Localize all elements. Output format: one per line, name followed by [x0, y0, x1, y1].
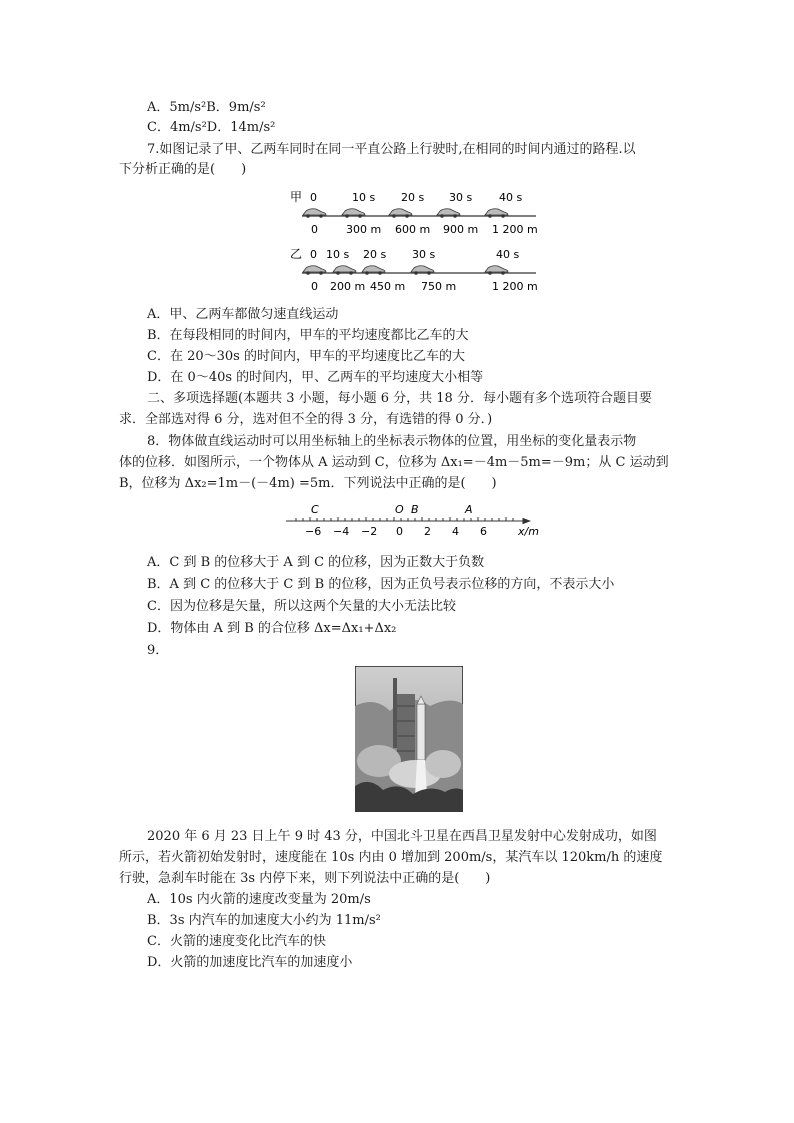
jia-time-40: 40 s — [499, 191, 523, 204]
jia-time-20: 20 s — [401, 191, 425, 204]
q8-option-c: C．因为位移是矢量，所以这两个矢量的大小无法比较 — [147, 599, 456, 614]
yi-dist-0: 0 — [311, 280, 318, 293]
q9-number: 9． — [147, 643, 169, 658]
rocket-launch-photo — [355, 666, 463, 812]
q8-option-a: A．C 到 B 的位移大于 A 到 C 的位移，因为正数大于负数 — [147, 555, 485, 570]
q9-stem-line1: 2020 年 6 月 23 日上午 9 时 43 分，中国北斗卫星在西昌卫星发射中心发射成功，如图 — [147, 829, 657, 844]
tick-label-2: 2 — [424, 525, 431, 538]
q9-option-b: B．3s 内汽车的加速度大小约为 11m/s² — [147, 913, 381, 928]
jia-dist-1200: 1 200 m — [492, 223, 538, 236]
point-label-a: A — [465, 503, 473, 516]
yi-dist-1200: 1 200 m — [492, 280, 538, 293]
yi-dist-450: 450 m — [370, 280, 406, 293]
yi-label: 乙 — [290, 247, 303, 261]
tick-label-neg2: −2 — [361, 525, 378, 538]
q8-option-b: B．A 到 C 的位移大于 C 到 B 的位移，因为正负号表示位移的方向，不表示大小 — [147, 577, 615, 592]
tick-label-neg6: −6 — [305, 525, 322, 538]
q6-option-a: A．5m/s²B．9m/s² — [147, 100, 266, 115]
jia-dist-600: 600 m — [395, 223, 431, 236]
q9-stem-line2: 所示，若火箭初始发射时，速度能在 10s 内由 0 增加到 200m/s，某汽车以 120km/h 的速度 — [119, 850, 663, 865]
q7-stem-line2: 下分析正确的是( ) — [119, 162, 247, 177]
q7-option-b: B．在每段相同的时间内，甲车的平均速度都比乙车的大 — [147, 328, 469, 343]
yi-time-40: 40 s — [496, 248, 520, 261]
q7-option-a: A．甲、乙两车都做匀速直线运动 — [147, 307, 339, 322]
axis-unit-label: x/m — [518, 525, 539, 538]
jia-time-30: 30 s — [449, 191, 473, 204]
yi-time-10: 10 s — [326, 248, 350, 261]
yi-dist-750: 750 m — [421, 280, 457, 293]
q8-stem-line2: 体的位移．如图所示，一个物体从 A 运动到 C，位移为 Δx₁=－4m－5m=－9m；从 C 运动到 — [119, 455, 669, 470]
point-label-o: O — [395, 503, 404, 516]
jia-dist-900: 900 m — [443, 223, 479, 236]
q8-number-line — [282, 500, 544, 542]
q9-option-a: A．10s 内火箭的速度改变量为 20m/s — [147, 892, 371, 907]
tick-label-0: 0 — [396, 525, 403, 538]
q8-stem-line3: B，位移为 Δx₂=1m－(－4m) =5m．下列说法中正确的是( ) — [119, 476, 497, 491]
jia-time-10: 10 s — [352, 191, 376, 204]
axis-ticks — [296, 517, 513, 521]
q7-car-figure — [284, 182, 542, 298]
tick-label-4: 4 — [452, 525, 459, 538]
jia-label: 甲 — [290, 190, 303, 204]
q8-option-d: D．物体由 A 到 B 的合位移 Δx=Δx₁+Δx₂ — [147, 621, 397, 636]
jia-dist-0: 0 — [311, 223, 318, 236]
yi-time-20: 20 s — [363, 248, 387, 261]
yi-dist-200: 200 m — [330, 280, 366, 293]
q9-stem-line3: 行驶，急刹车时能在 3s 内停下来，则下列说法中正确的是( ) — [119, 871, 491, 886]
q8-stem-line1: 8．物体做直线运动时可以用坐标轴上的坐标表示物体的位置，用坐标的变化量表示物 — [147, 434, 637, 449]
jia-dist-300: 300 m — [346, 223, 382, 236]
tick-label-6: 6 — [480, 525, 487, 538]
q7-stem-line1: 7.如图记录了甲、乙两车同时在同一平直公路上行驶时,在相同的时间内通过的路程.以 — [147, 142, 636, 157]
q9-option-d: D．火箭的加速度比汽车的加速度小 — [147, 955, 353, 970]
q7-option-d: D．在 0～40s 的时间内，甲、乙两车的平均速度大小相等 — [147, 370, 484, 385]
tick-label-neg4: −4 — [333, 525, 350, 538]
q7-option-c: C．在 20～30s 的时间内，甲车的平均速度比乙车的大 — [147, 349, 465, 364]
section2-heading-line1: 二、多项选择题(本题共 3 小题，每小题 6 分，共 18 分．每小题有多个选项符合题目要 — [147, 391, 652, 406]
yi-time-30: 30 s — [412, 248, 436, 261]
q6-option-c: C．4m/s²D．14m/s² — [147, 120, 276, 135]
point-label-c: C — [311, 503, 319, 516]
point-label-b: B — [411, 503, 419, 516]
jia-time-0: 0 — [310, 191, 317, 204]
q9-option-c: C．火箭的速度变化比汽车的快 — [147, 934, 326, 949]
yi-time-0: 0 — [310, 248, 317, 261]
section2-heading-line2: 求．全部选对得 6 分，选对但不全的得 3 分，有选错的得 0 分．) — [119, 412, 493, 427]
